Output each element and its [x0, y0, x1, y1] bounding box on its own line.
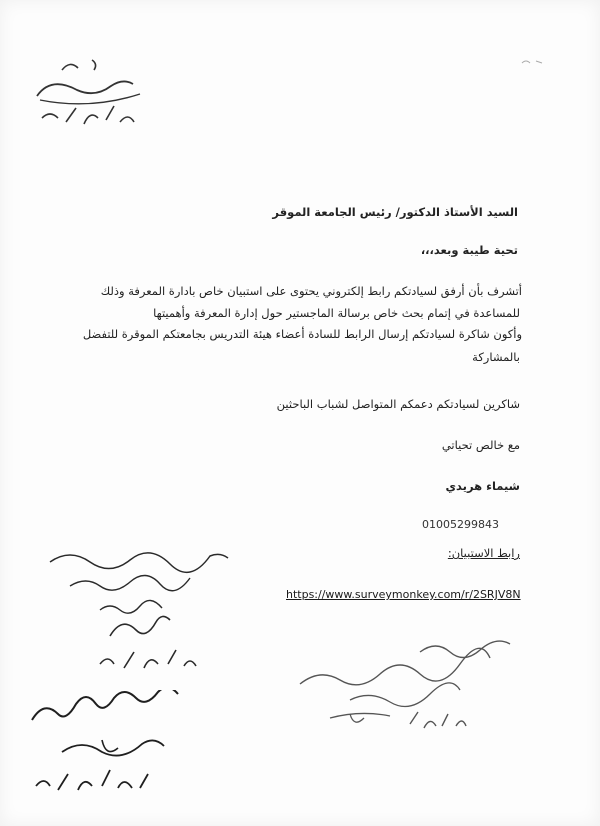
vp-referral-handwriting — [40, 540, 240, 680]
departments-referral-handwriting — [22, 690, 212, 800]
closing-line: مع خالص تحياتي — [441, 438, 520, 452]
body-line-3: وأكون شاكرة لسيادتكم إرسال الرابط للسادة أعضاء هيئة التدريس بجامعتكم الموقرة للتفضل — [82, 327, 522, 341]
vp-referral-scribble — [40, 540, 240, 680]
departments-referral-scribble — [22, 690, 212, 800]
addressee: السيد الأستاذ الدكتور/ رئيس الجامعة الموقر — [272, 205, 518, 219]
survey-link-label: رابط الاستبيان: — [447, 546, 520, 560]
faculties-referral-handwriting — [290, 632, 530, 742]
body-line-4: بالمشاركة — [472, 350, 520, 364]
registry-handwriting — [22, 48, 152, 133]
faculties-referral-scribble — [290, 632, 530, 742]
greeting: تحية طيبة وبعد،،، — [420, 243, 518, 257]
body-line-1: أتشرف بأن أرفق لسيادتكم رابط إلكتروني يحتوى على استبيان خاص بادارة المعرفة وذلك — [100, 284, 522, 298]
survey-url-link[interactable]: https://www.surveymonkey.com/r/2SRJV8N — [286, 588, 521, 601]
body-line-2: للمساعدة في إتمام بحث خاص برسالة الماجستير حول إدارة المعرفة وأهميتها — [153, 306, 520, 320]
sender-name: شيماء هريدي — [445, 479, 520, 493]
faint-corner-mark — [520, 55, 550, 67]
sender-phone: 01005299843 — [422, 518, 499, 531]
registry-scribble — [22, 48, 152, 133]
thanks-line: شاكرين لسيادتكم دعمكم المتواصل لشباب الباحثين — [276, 397, 520, 411]
